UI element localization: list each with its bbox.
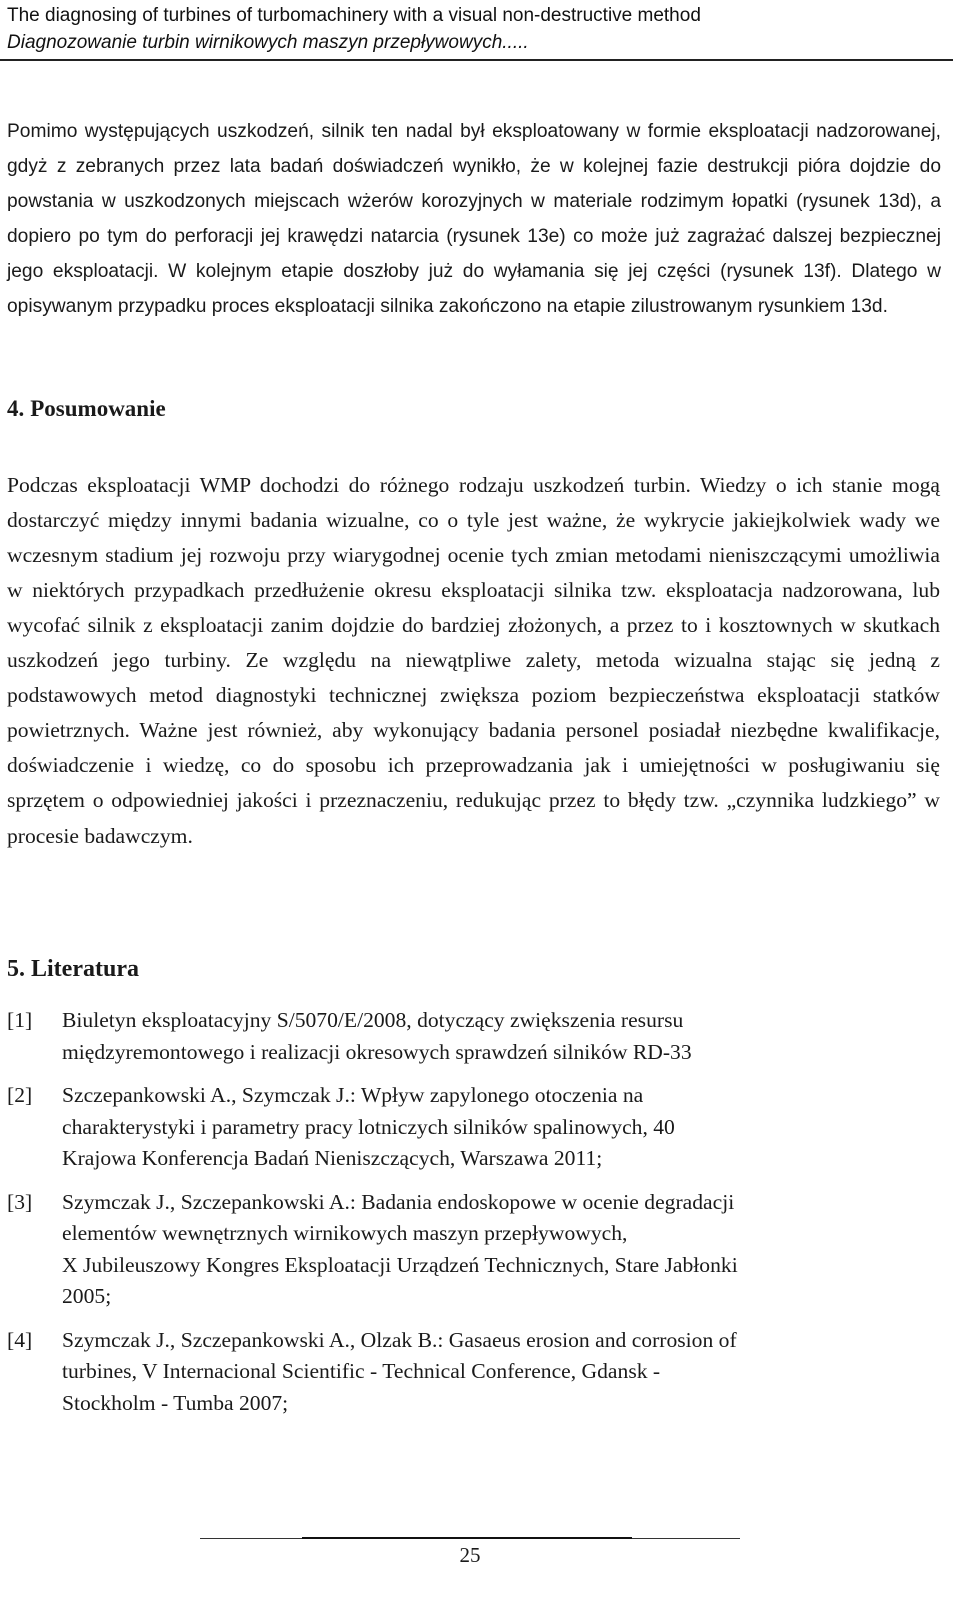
reference-number: [4] (7, 1327, 33, 1352)
reference-line: Stockholm - Tumba 2007; (62, 1390, 289, 1415)
reference-line: Krajowa Konferencja Badań Nieniszczących, Warszawa 2011; (62, 1146, 603, 1170)
reference-number: [3] (7, 1189, 33, 1214)
reference-line: międzyremontowego i realizacji okresowych sprawdzeń silników RD-33 (62, 1039, 692, 1064)
header-divider (0, 59, 953, 61)
reference-text (62, 1325, 947, 1420)
body-paragraph-2: Podczas eksploatacji WMP dochodzi do różnego rodzaju uszkodzeń turbin. Wiedzy o ich stanie mogą dostarczyć między innymi badania wizualne, co o tyle jest ważne, że wykrycie jakiejkolwiek wady we wczesnym stadium jej rozwoju przy wiarygodnej ocenie tych zmian metodami nieniszczącymi umożliwia w niektórych przypadkach przedłużenie okresu eksploatacji silnika tzw. eksploatacja nadzorowana, lub wycofać silnik z eksploatacji zanim dojdzie do bardziej złożonych, a przez to i kosztownych w skutkach uszkodzeń jego turbiny. Ze względu na niewątpliwe zalety, metoda wizualna stając się jedną z podstawowych metod diagnostyki technicznej zwiększa poziom bezpieczeństwa eksploatacji statków powietrznych. Ważne jest również, aby wykonujący badania personel posiadał niezbędne kwalifikacje, doświadczenie i wiedzę, co do sposobu ich przeprowadzania jak i umiejętności w posługiwaniu się sprzętem o odpowiedniej jakości i przeznaczeniu, redukując przez to błędy tzw. „czynnika ludzkiego” w procesie badawczym. (7, 472, 940, 848)
reference-item (7, 1080, 947, 1175)
header-subtitle: Diagnozowanie turbin wirnikowych maszyn przepływowych..... (7, 32, 529, 53)
header-title: The diagnosing of turbines of turbomachinery with a visual non-destructive method (7, 5, 701, 26)
section-4-number: 4. (7, 396, 25, 421)
reference-item (7, 1325, 947, 1420)
reference-line: elementów wewnętrznych wirnikowych maszyn przepływowych, (62, 1221, 628, 1245)
reference-line: turbines, V Internacional Scientific - Technical Conference, Gdansk - (62, 1359, 661, 1383)
reference-line: Biuletyn eksploatacyjny S/5070/E/2008, dotyczący zwiększenia resursu (62, 1008, 684, 1032)
reference-list (7, 1005, 947, 1431)
reference-text (62, 1080, 947, 1175)
section-5-title: Literatura (31, 956, 139, 982)
reference-line: 2005; (62, 1284, 112, 1308)
reference-line: charakterystyki i parametry pracy lotniczych silników spalinowych, 40 (62, 1114, 675, 1139)
reference-text (62, 1005, 947, 1068)
section-5-heading (7, 956, 139, 983)
page-number: 25 (459, 1543, 481, 1567)
reference-line: X Jubileuszowy Kongres Eksploatacji Urządzeń Technicznych, Stare Jabłonki (62, 1252, 738, 1277)
section-4-heading (7, 396, 166, 422)
reference-item (7, 1187, 947, 1313)
reference-line: Szymczak J., Szczepankowski A.: Badania endoskopowe w ocenie degradacji (62, 1189, 735, 1214)
section-4-title: Posumowanie (30, 396, 166, 421)
body-paragraph-1: Pomimo występujących uszkodzeń, silnik ten nadal był eksploatowany w formie eksploatacji nadzorowanej, gdyż z zebranych przez lata badań doświadczeń wynikło, że w kolejnej fazie destrukcji pióra dojdzie do powstania w uszkodzonych miejscach wżerów korozyjnych w materiale rodzimym łopatki (rysunek 13d), a dopiero po tym do perforacji jej krawędzi natarcia (rysunek 13e) co może już zagrażać dalszej bezpiecznej jego eksploatacji. W kolejnym etapie doszłoby już do wyłamania się jej części (rysunek 13f). Dlatego w opisywanym przypadku proces eksploatacji silnika zakończono na etapie zilustrowanym rysunkiem 13d. (7, 121, 941, 318)
reference-number: [2] (7, 1083, 33, 1107)
reference-line: Szymczak J., Szczepankowski A., Olzak B.: Gasaeus erosion and corrosion of (62, 1327, 737, 1352)
running-header (7, 2, 953, 56)
reference-item (7, 1005, 947, 1068)
footer-divider-accent (302, 1537, 632, 1539)
section-5-number: 5. (7, 956, 25, 982)
reference-line: Szczepankowski A., Szymczak J.: Wpływ zapylonego otoczenia na (62, 1083, 644, 1107)
reference-number: [1] (7, 1008, 33, 1032)
reference-text (62, 1187, 947, 1313)
